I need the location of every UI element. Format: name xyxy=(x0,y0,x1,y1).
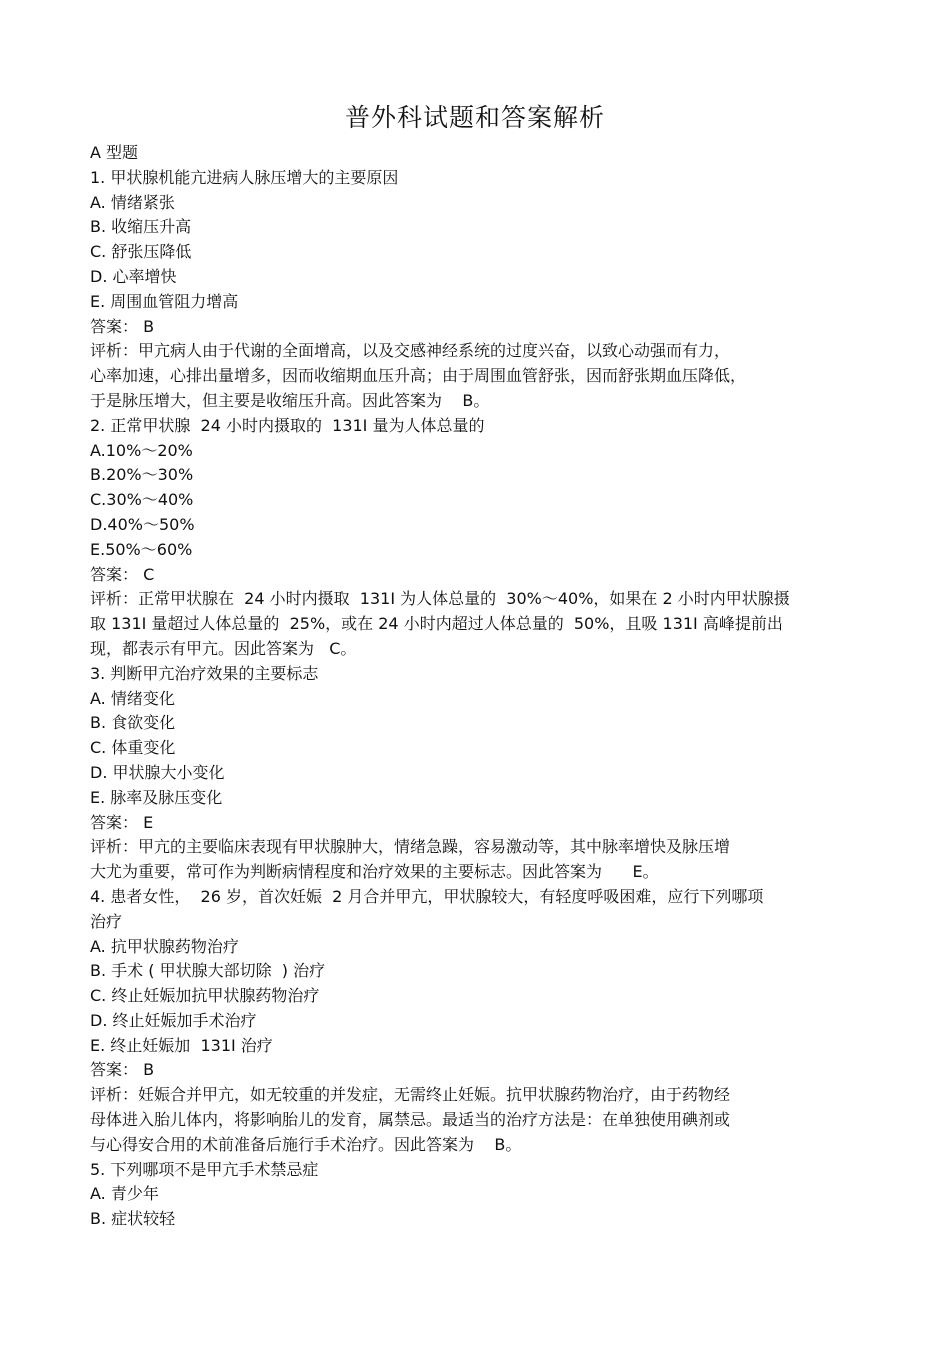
text-line: 大尤为重要，常可作为判断病情程度和治疗效果的主要标志。因此答案为 E。 xyxy=(90,862,659,882)
text-line: 评析：甲亢的主要临床表现有甲状腺肿大，情绪急躁，容易激动等，其中脉率增快及脉压增 xyxy=(90,837,731,857)
document-body xyxy=(90,141,870,1232)
text-line: B. 症状较轻 xyxy=(90,1209,176,1229)
text-line: C.30%～40% xyxy=(90,490,194,510)
text-line: D. 甲状腺大小变化 xyxy=(90,762,225,782)
text-line: 答案： B xyxy=(90,316,155,336)
text-line: 1. 甲状腺机能亢进病人脉压增大的主要原因 xyxy=(90,167,399,187)
text-line: A.10%～20% xyxy=(90,440,193,460)
text-line: D.40%～50% xyxy=(90,514,195,534)
text-line: 评析：甲亢病人由于代谢的全面增高，以及交感神经系统的过度兴奋，以致心动强而有力， xyxy=(90,341,731,361)
text-line: 答案： C xyxy=(90,564,155,584)
text-line: B. 手术 ( 甲状腺大部切除 ) 治疗 xyxy=(90,961,326,981)
text-line: E. 脉率及脉压变化 xyxy=(90,787,223,807)
text-line: A. 青少年 xyxy=(90,1184,159,1204)
text-line: C. 舒张压降低 xyxy=(90,242,192,262)
text-line: 2. 正常甲状腺 24 小时内摄取的 131I 量为人体总量的 xyxy=(90,415,485,435)
text-line: 答案： E xyxy=(90,812,154,832)
text-line: C. 终止妊娠加抗甲状腺药物治疗 xyxy=(90,986,320,1006)
text-line: 取 131I 量超过人体总量的 25%，或在 24 小时内超过人体总量的 50%，且吸 131I 高峰提前出 xyxy=(90,614,783,634)
text-line: 于是脉压增大，但主要是收缩压升高。因此答案为 B。 xyxy=(90,390,490,410)
text-line: D. 心率增快 xyxy=(90,266,177,286)
text-line: A 型题 xyxy=(90,143,139,162)
text-line: 治疗 xyxy=(90,911,123,931)
text-line: D. 终止妊娠加手术治疗 xyxy=(90,1010,257,1030)
text-line: B. 收缩压升高 xyxy=(90,217,192,237)
text-line: C. 体重变化 xyxy=(90,738,176,758)
text-line: 评析：妊娠合并甲亢，如无较重的并发症，无需终止妊娠。抗甲状腺药物治疗，由于药物经 xyxy=(90,1085,731,1105)
text-line: 评析：正常甲状腺在 24 小时内摄取 131I 为人体总量的 30%～40%，如果在 2 小时内甲状腺摄 xyxy=(90,589,790,609)
text-line: 母体进入胎儿体内，将影响胎儿的发育，属禁忌。最适当的治疗方法是：在单独使用碘剂或 xyxy=(90,1110,731,1130)
text-line: A. 情绪紧张 xyxy=(90,192,175,212)
text-line: 心率加速，心排出量增多，因而收缩期血压升高；由于周围血管舒张，因而舒张期血压降低， xyxy=(90,366,747,386)
text-line: 与心得安合用的术前准备后施行手术治疗。因此答案为 B。 xyxy=(90,1134,522,1154)
text-line: E. 终止妊娠加 131I 治疗 xyxy=(90,1035,273,1055)
document-title: 普外科试题和答案解析 xyxy=(344,103,605,132)
text-line: E. 周围血管阻力增高 xyxy=(90,291,239,311)
text-line: B. 食欲变化 xyxy=(90,713,176,733)
text-line: 答案： B xyxy=(90,1060,155,1080)
text-line: 现，都表示有甲亢。因此答案为 C。 xyxy=(90,638,357,658)
text-line: 3. 判断甲亢治疗效果的主要标志 xyxy=(90,663,319,683)
text-line: 5. 下列哪项不是甲亢手术禁忌症 xyxy=(90,1159,319,1179)
text-line: E.50%～60% xyxy=(90,539,193,559)
text-line: A. 情绪变化 xyxy=(90,688,175,708)
text-line: B.20%～30% xyxy=(90,465,194,485)
text-line: 4. 患者女性， 26 岁，首次妊娠 2 月合并甲亢，甲状腺较大，有轻度呼吸困难，应行下列哪项 xyxy=(90,886,764,906)
text-line: A. 抗甲状腺药物治疗 xyxy=(90,936,239,956)
